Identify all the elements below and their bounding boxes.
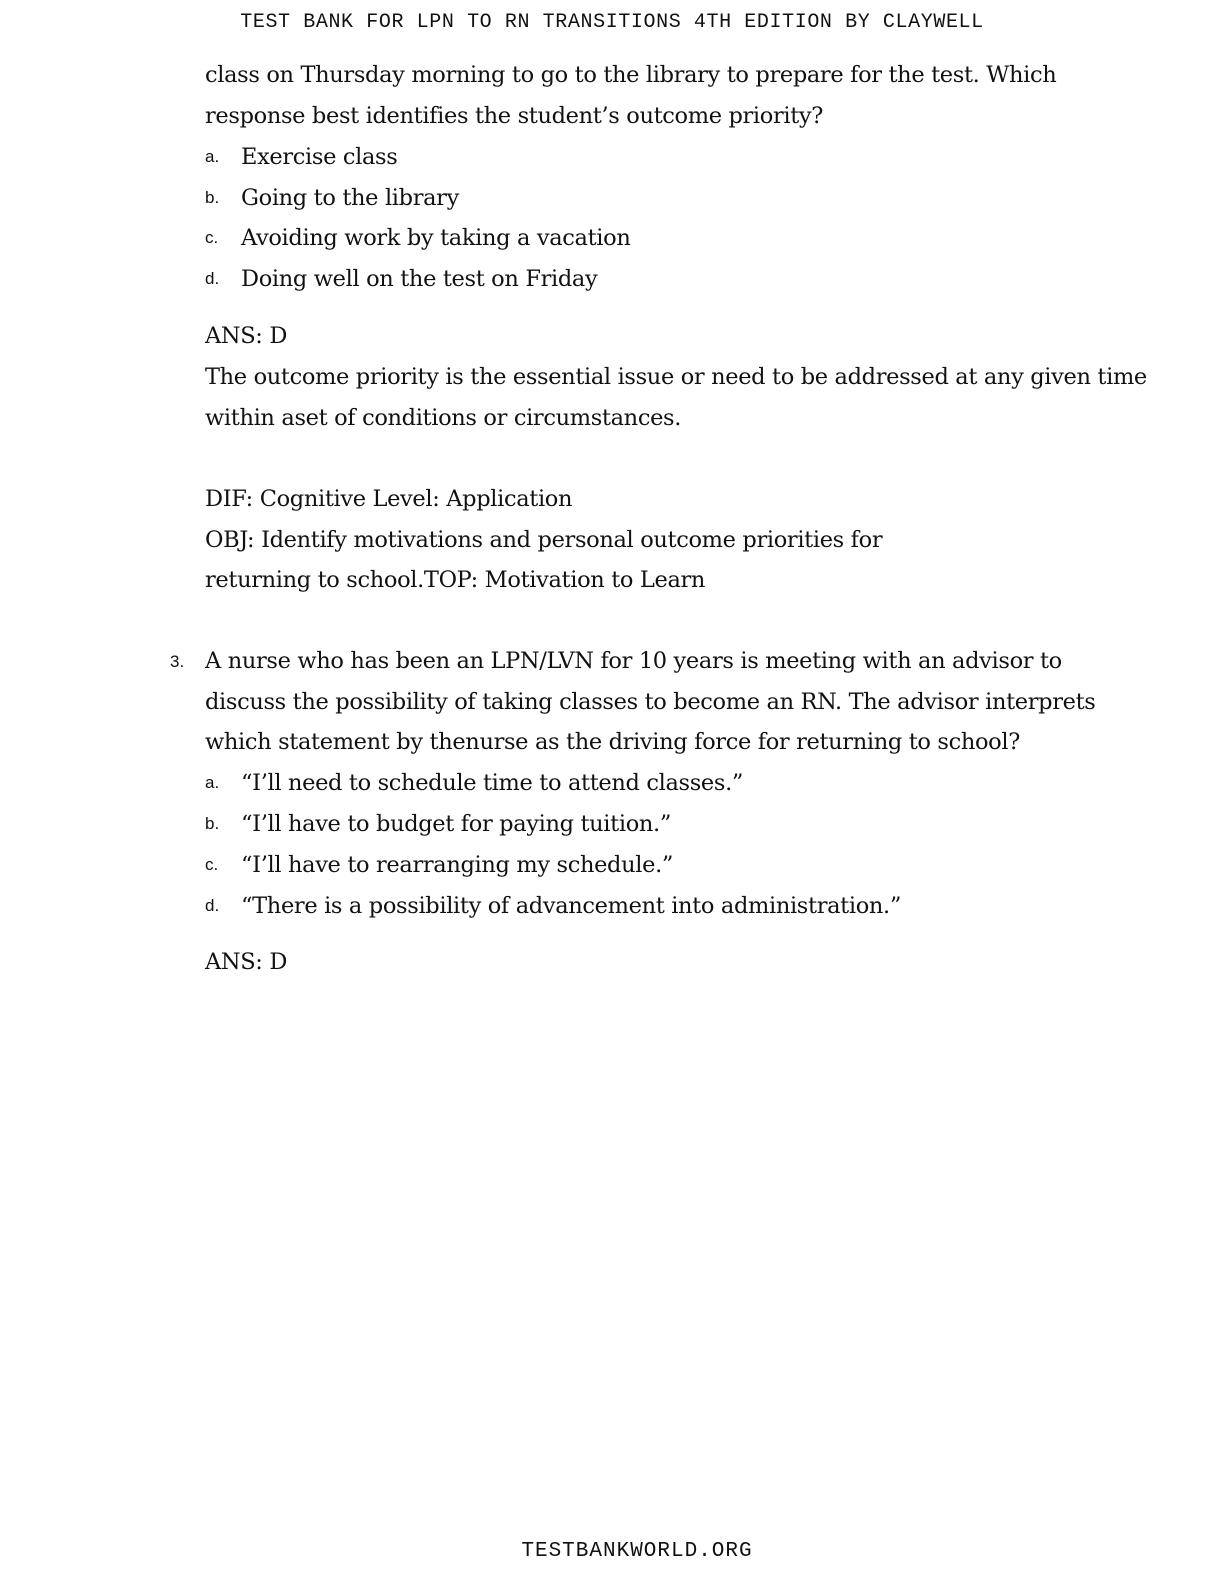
question-3-option-c: “I’ll have to rearranging my schedule.” [241, 852, 674, 878]
question-2-rationale-line-2: within aset of conditions or circumstances. [205, 405, 682, 431]
question-3-option-b: “I’ll have to budget for paying tuition.” [241, 811, 671, 837]
question-3-option-a-letter: a. [205, 773, 220, 792]
question-2-option-a: Exercise class [241, 144, 398, 170]
question-3-option-a: “I’ll need to schedule time to attend classes.” [241, 770, 744, 796]
question-2-stem-line-1: class on Thursday morning to go to the library to prepare for the test. Which [205, 62, 1057, 88]
question-3-number: 3. [170, 652, 185, 671]
question-2-option-a-letter: a. [205, 147, 220, 166]
question-3-option-d-letter: d. [205, 896, 220, 915]
question-3-stem-line-3: which statement by thenurse as the driving force for returning to school? [205, 729, 1020, 755]
question-3-answer: ANS: D [205, 949, 288, 975]
question-3-stem-line-2: discuss the possibility of taking classes to become an RN. The advisor interprets [205, 689, 1096, 715]
page-footer: TESTBANKWORLD.ORG [521, 1540, 753, 1563]
question-2-objective-line-2: returning to school.TOP: Motivation to Learn [205, 567, 706, 593]
question-2-stem-line-2: response best identifies the student’s outcome priority? [205, 103, 823, 129]
question-3-option-b-letter: b. [205, 814, 220, 833]
question-2-difficulty: DIF: Cognitive Level: Application [205, 486, 573, 512]
question-2-objective-line-1: OBJ: Identify motivations and personal outcome priorities for [205, 527, 883, 553]
question-2-option-d-letter: d. [205, 269, 220, 288]
question-2-option-c: Avoiding work by taking a vacation [241, 225, 631, 251]
page-header: TEST BANK FOR LPN TO RN TRANSITIONS 4TH EDITION BY CLAYWELL [240, 11, 984, 34]
question-2-option-b-letter: b. [205, 188, 220, 207]
question-2-option-b: Going to the library [241, 185, 459, 211]
question-2-rationale-line-1: The outcome priority is the essential issue or need to be addressed at any given time [205, 364, 1147, 390]
question-3-option-c-letter: c. [205, 855, 219, 874]
question-2-option-c-letter: c. [205, 228, 219, 247]
question-2-option-d: Doing well on the test on Friday [241, 266, 598, 292]
question-2-answer: ANS: D [205, 323, 288, 349]
question-3-stem-line-1: A nurse who has been an LPN/LVN for 10 years is meeting with an advisor to [205, 648, 1062, 674]
question-3-option-d: “There is a possibility of advancement into administration.” [241, 893, 901, 919]
